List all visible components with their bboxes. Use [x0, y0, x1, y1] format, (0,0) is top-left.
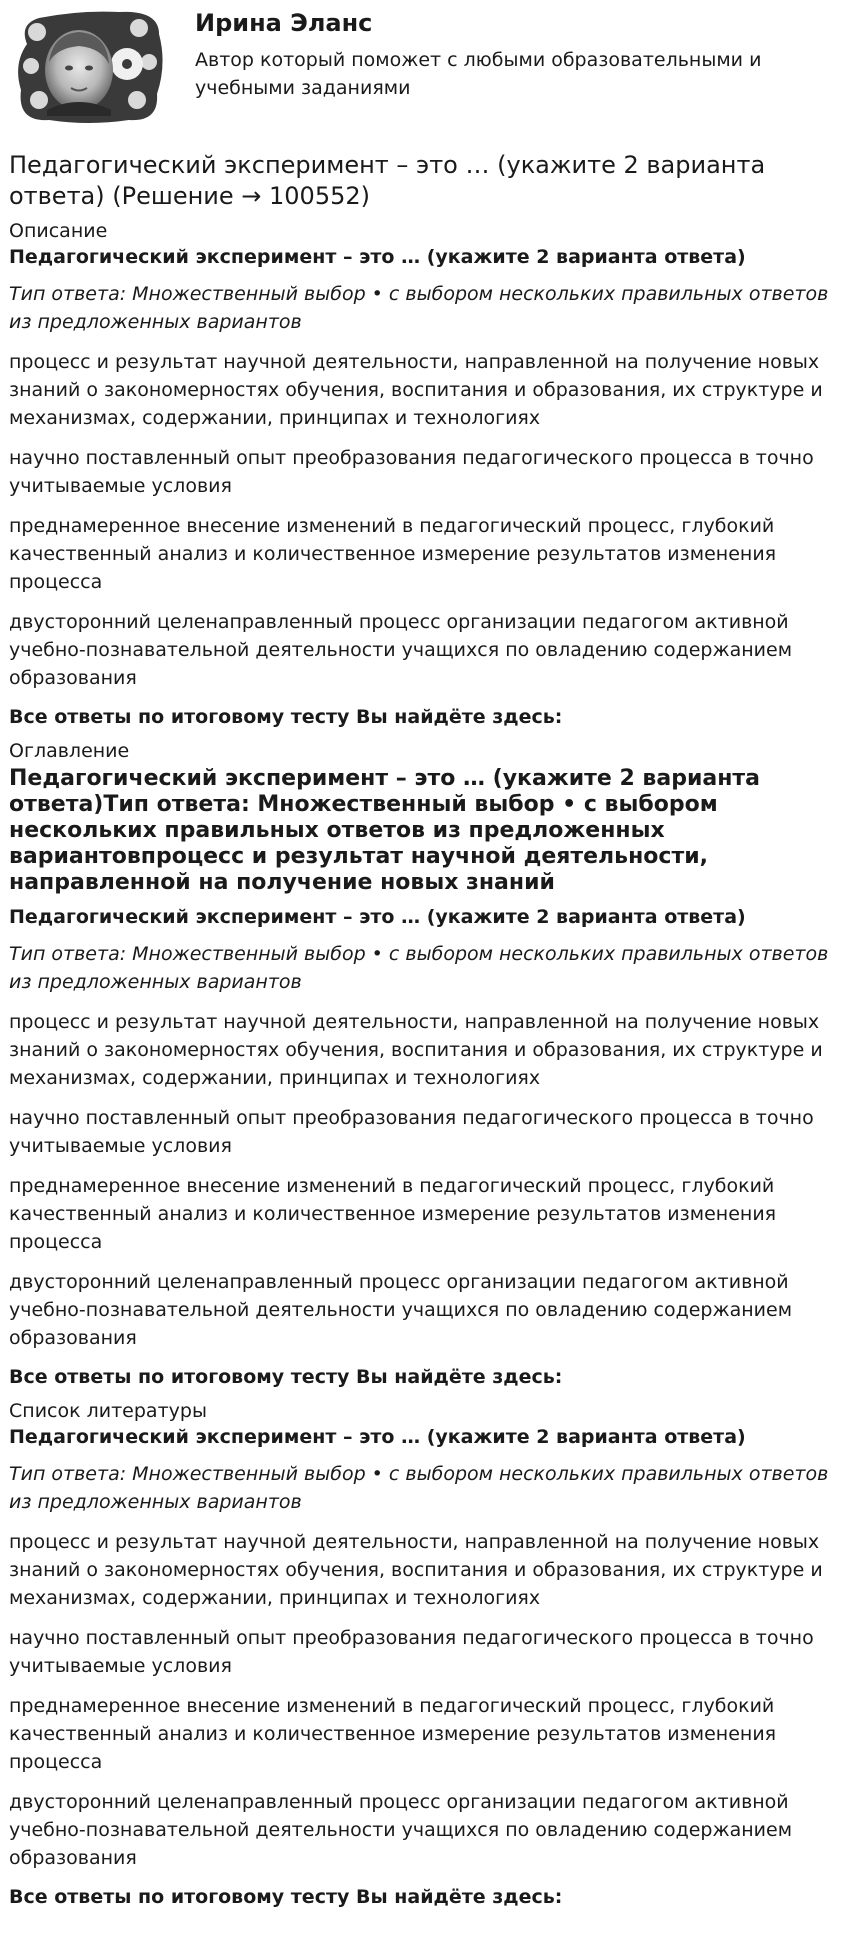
answer-option: процесс и результат научной деятельности, направленной на получение новых знаний о закономерностях обучения, воспитания и образования, их структуре и механизмах, содержании, принципах и технологиях — [9, 1531, 823, 1609]
all-answers-link[interactable]: Все ответы по итоговому тесту Вы найдёте здесь: — [9, 1886, 563, 1908]
answer-option: двусторонний целенаправленный процесс организации педагогом активной учебно-познавательной деятельности учащихся по овладению содержанием образования — [9, 1791, 793, 1869]
answer-option: преднамеренное внесение изменений в педагогический процесс, глубокий качественный анализ и количественное измерение результатов изменения процесса — [9, 1695, 777, 1773]
answer-option: научно поставленный опыт преобразования педагогического процесса в точно учитываемые условия — [9, 1107, 814, 1157]
all-answers-link[interactable]: Все ответы по итоговому тесту Вы найдёте здесь: — [9, 1366, 563, 1388]
film-reel-portrait-icon — [9, 4, 169, 128]
section-label-literature: Список литературы — [9, 1400, 207, 1422]
answer-option: научно поставленный опыт преобразования педагогического процесса в точно учитываемые условия — [9, 447, 814, 497]
answer-option: процесс и результат научной деятельности, направленной на получение новых знаний о закономерностях обучения, воспитания и образования, их структуре и механизмах, содержании, принципах и технологиях — [9, 351, 823, 429]
answer-type: Тип ответа: Множественный выбор • с выбором нескольких правильных ответов из предложенных вариантов — [9, 943, 829, 993]
author-name[interactable]: Ирина Эланс — [195, 9, 373, 37]
answer-type: Тип ответа: Множественный выбор • с выбором нескольких правильных ответов из предложенных вариантов — [9, 1463, 829, 1513]
answer-option: научно поставленный опыт преобразования педагогического процесса в точно учитываемые условия — [9, 1627, 814, 1677]
section-label-description: Описание — [9, 220, 108, 242]
question-text: Педагогический эксперимент – это … (укажите 2 варианта ответа) — [9, 1426, 746, 1448]
all-answers-link[interactable]: Все ответы по итоговому тесту Вы найдёте здесь: — [9, 706, 563, 728]
author-description: Автор который поможет с любыми образовательными и учебными заданиями — [195, 49, 762, 99]
answer-type: Тип ответа: Множественный выбор • с выбором нескольких правильных ответов из предложенных вариантов — [9, 283, 829, 333]
answer-option: процесс и результат научной деятельности, направленной на получение новых знаний о закономерностях обучения, воспитания и образования, их структуре и механизмах, содержании, принципах и технологиях — [9, 1011, 823, 1089]
question-text: Педагогический эксперимент – это … (укажите 2 варианта ответа) — [9, 246, 746, 268]
author-header — [9, 0, 837, 136]
answer-option: двусторонний целенаправленный процесс организации педагогом активной учебно-познавательной деятельности учащихся по овладению содержанием образования — [9, 611, 793, 689]
section-label-toc: Оглавление — [9, 740, 130, 762]
author-info — [195, 0, 815, 102]
answer-option: преднамеренное внесение изменений в педагогический процесс, глубокий качественный анализ и количественное измерение результатов изменения процесса — [9, 515, 777, 593]
toc-heading: Педагогический эксперимент – это … (укажите 2 варианта ответа)Тип ответа: Множественный выбор • с выбором нескольких правильных ответов из предложенных вариантовпроцесс и результат научной деятельности, направленной на получение новых знаний — [9, 766, 760, 895]
question-text: Педагогический эксперимент – это … (укажите 2 варианта ответа) — [9, 906, 746, 928]
answer-option: преднамеренное внесение изменений в педагогический процесс, глубокий качественный анализ и количественное измерение результатов изменения процесса — [9, 1175, 777, 1253]
answer-option: двусторонний целенаправленный процесс организации педагогом активной учебно-познавательной деятельности учащихся по овладению содержанием образования — [9, 1271, 793, 1349]
author-avatar[interactable] — [9, 4, 169, 128]
page-title: Педагогический эксперимент – это … (укажите 2 варианта ответа) (Решение → 100552) — [9, 151, 766, 210]
